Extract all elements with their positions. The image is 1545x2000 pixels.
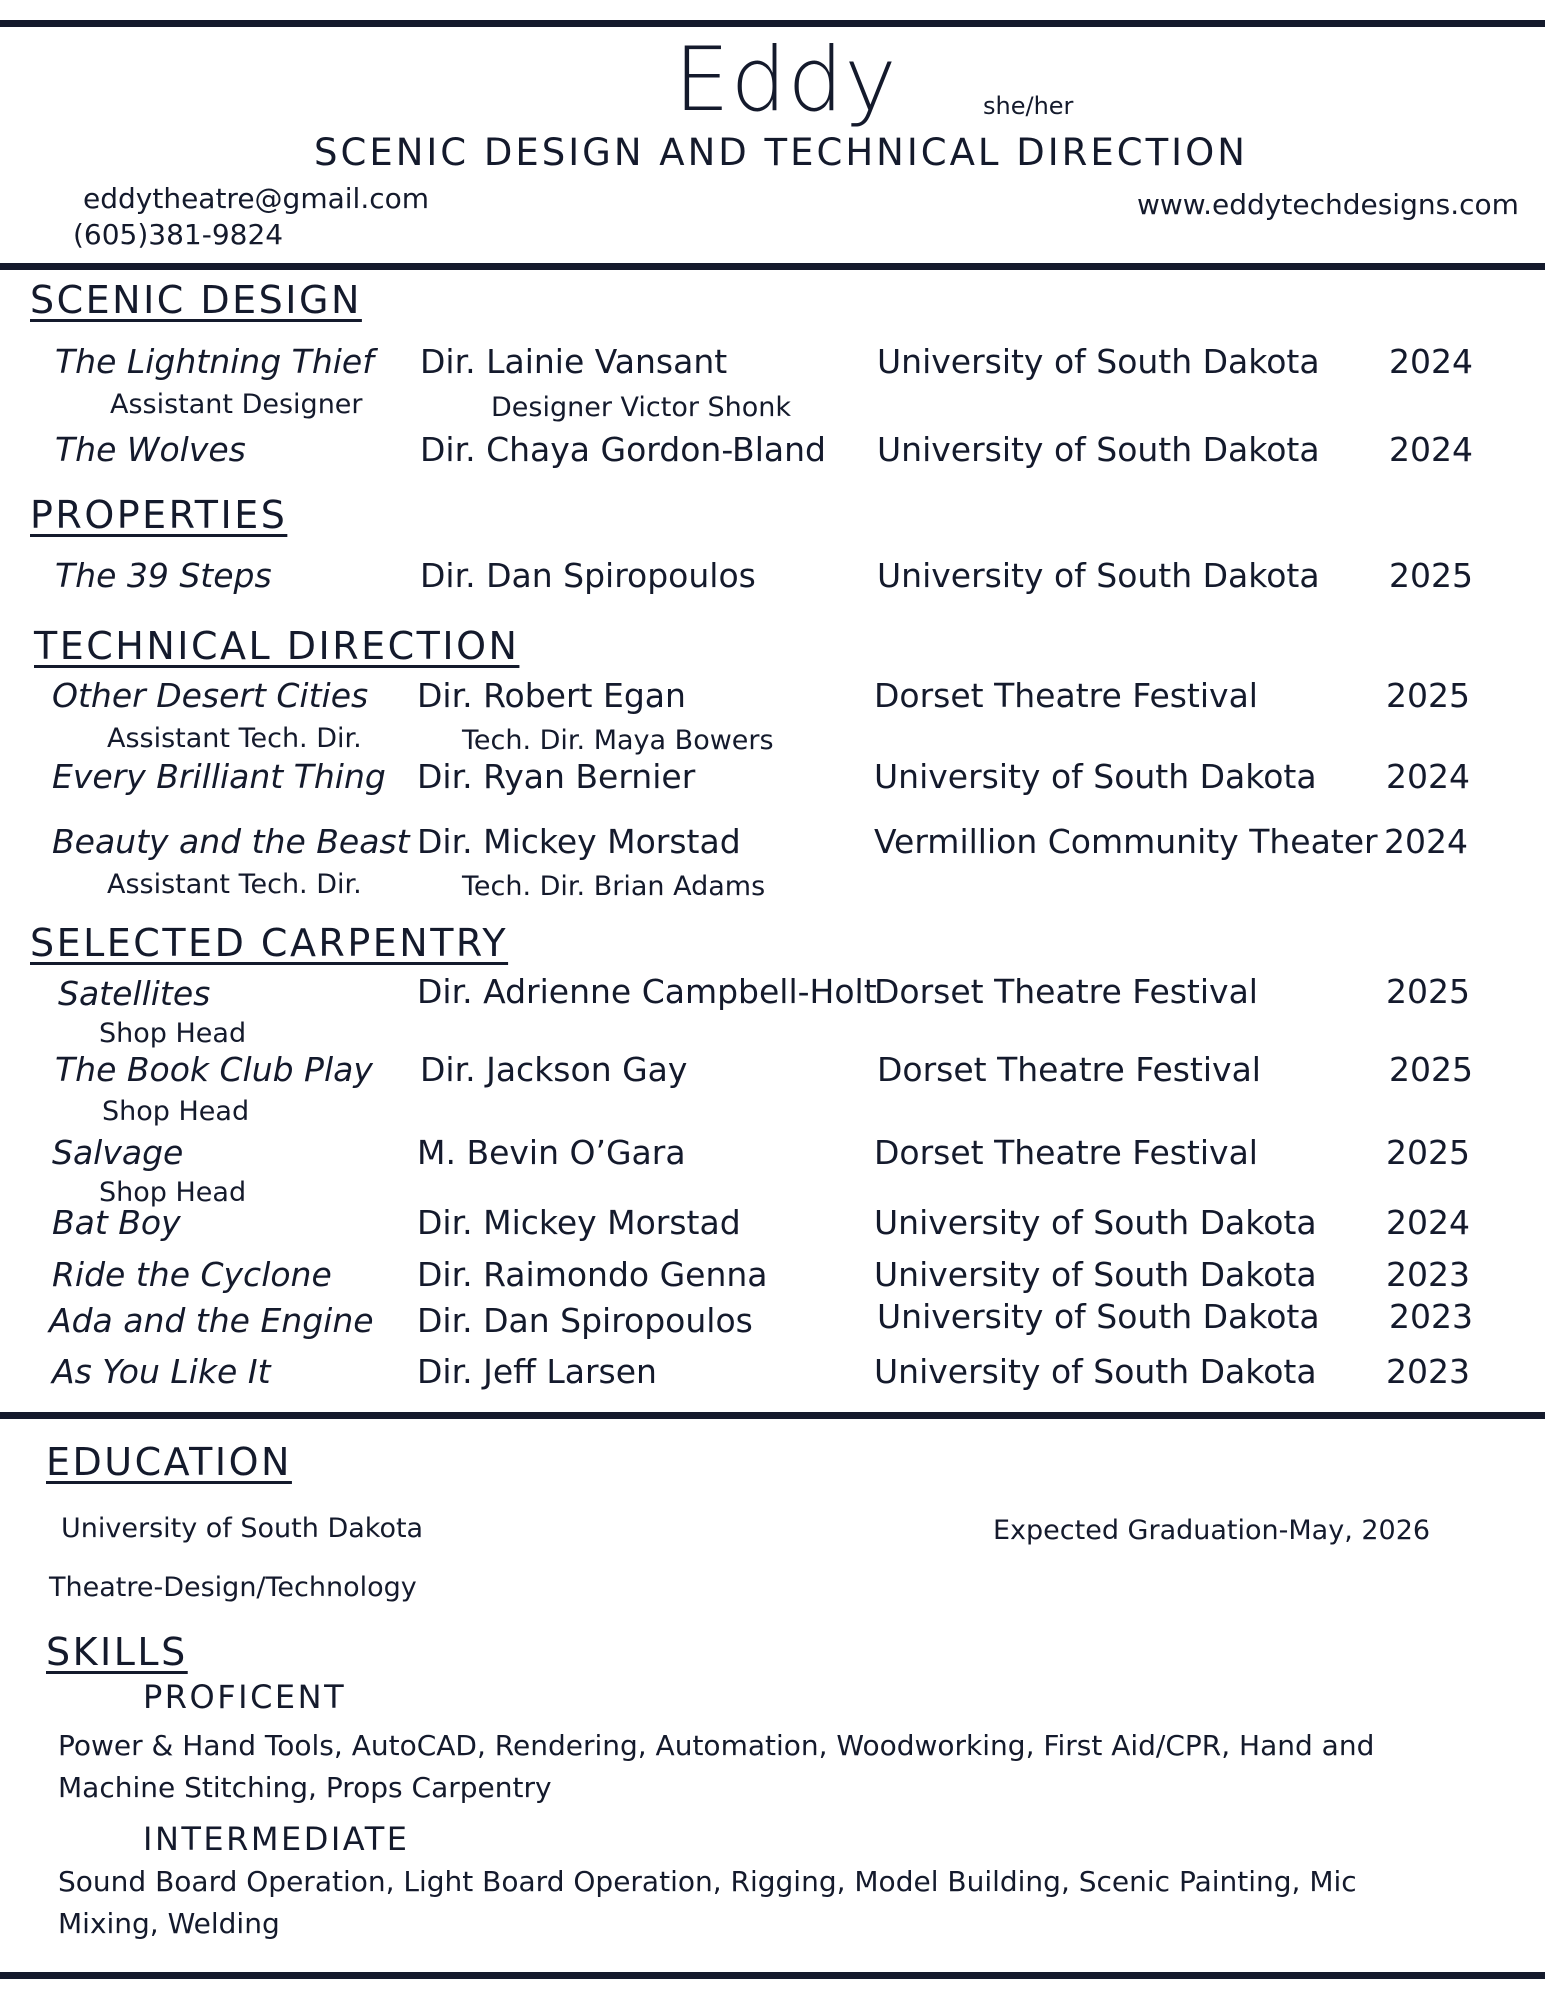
- skills-intermediate-text: Sound Board Operation, Light Board Operation, Rigging, Model Building, Scenic Painting, Mic Mixing, Welding: [58, 1865, 1357, 1940]
- credit-venue: University of South Dakota: [877, 556, 1320, 595]
- credit-venue: University of South Dakota: [874, 1352, 1317, 1391]
- credit-title: The Book Club Play: [55, 1050, 373, 1089]
- credit-venue: Dorset Theatre Festival: [877, 1050, 1261, 1089]
- credit-year: 2024: [1386, 757, 1470, 796]
- credit-title: Satellites: [58, 974, 211, 1013]
- credit-venue: Dorset Theatre Festival: [874, 676, 1258, 715]
- education-graduation: Expected Graduation-May, 2026: [993, 1515, 1431, 1546]
- email[interactable]: eddytheatre@gmail.com: [83, 182, 430, 215]
- credit-note: Tech. Dir. Brian Adams: [462, 871, 766, 902]
- section-heading-technical-direction: TECHNICAL DIRECTION: [34, 624, 520, 668]
- skills-proficient-text: Power & Hand Tools, AutoCAD, Rendering, Automation, Woodworking, First Aid/CPR, Hand and Machine Stitching, Props Carpentry: [58, 1729, 1375, 1804]
- credit-year: 2025: [1386, 972, 1470, 1011]
- credit-venue: University of South Dakota: [877, 342, 1320, 381]
- section-heading-skills: SKILLS: [46, 1630, 188, 1674]
- credit-title: Every Brilliant Thing: [52, 757, 386, 796]
- credit-director: Dir. Mickey Morstad: [417, 1203, 741, 1242]
- section-heading-properties: PROPERTIES: [30, 493, 288, 537]
- credit-director: Dir. Robert Egan: [417, 676, 686, 715]
- credit-title: The 39 Steps: [55, 556, 272, 595]
- credit-venue: University of South Dakota: [874, 1203, 1317, 1242]
- credit-role: Shop Head: [99, 1018, 247, 1049]
- credit-role: Assistant Tech. Dir.: [107, 723, 362, 754]
- credit-venue: University of South Dakota: [874, 757, 1317, 796]
- credit-director: Dir. Raimondo Genna: [417, 1255, 768, 1294]
- credit-title: The Lightning Thief: [55, 342, 374, 381]
- credit-role: Assistant Designer: [110, 389, 363, 420]
- credit-venue: Dorset Theatre Festival: [874, 972, 1258, 1011]
- credit-venue: University of South Dakota: [877, 430, 1320, 469]
- credit-title: Ada and the Engine: [49, 1301, 374, 1340]
- credit-year: 2024: [1389, 430, 1473, 469]
- credit-director: M. Bevin O’Gara: [417, 1133, 686, 1172]
- top-rule: [0, 20, 1545, 27]
- credit-year: 2024: [1386, 1203, 1470, 1242]
- middle-rule: [0, 1412, 1545, 1419]
- credit-role: Shop Head: [102, 1096, 250, 1127]
- section-heading-education: EDUCATION: [46, 1440, 292, 1484]
- education-program: Theatre-Design/Technology: [49, 1572, 417, 1603]
- credit-title: Ride the Cyclone: [52, 1255, 332, 1294]
- resume-subtitle: SCENIC DESIGN AND TECHNICAL DIRECTION: [314, 131, 1248, 174]
- credit-venue: University of South Dakota: [874, 1255, 1317, 1294]
- bottom-rule: [0, 1972, 1545, 1979]
- credit-year: 2025: [1389, 556, 1473, 595]
- credit-year: 2024: [1384, 822, 1468, 861]
- credit-year: 2024: [1389, 342, 1473, 381]
- section-heading-selected-carpentry: SELECTED CARPENTRY: [30, 921, 509, 965]
- credit-year: 2025: [1386, 676, 1470, 715]
- credit-year: 2023: [1386, 1352, 1470, 1391]
- credit-year: 2025: [1386, 1133, 1470, 1172]
- credit-director: Dir. Adrienne Campbell-Holt: [417, 972, 877, 1011]
- credit-venue: University of South Dakota: [877, 1297, 1320, 1336]
- credit-year: 2023: [1389, 1297, 1473, 1336]
- credit-director: Dir. Dan Spiropoulos: [420, 556, 756, 595]
- credit-venue: Vermillion Community Theater: [874, 822, 1378, 861]
- phone[interactable]: (605)381-9824: [73, 218, 284, 251]
- credit-year: 2025: [1389, 1050, 1473, 1089]
- pronouns: she/her: [983, 92, 1074, 120]
- credit-director: Dir. Ryan Bernier: [417, 757, 696, 796]
- credit-role: Shop Head: [99, 1177, 247, 1208]
- header-rule: [0, 263, 1545, 270]
- credit-title: As You Like It: [52, 1352, 271, 1391]
- credit-title: Salvage: [52, 1133, 184, 1172]
- resume-name: Eddy: [674, 28, 898, 131]
- credit-role: Assistant Tech. Dir.: [107, 869, 362, 900]
- credit-year: 2023: [1386, 1255, 1470, 1294]
- credit-title: Beauty and the Beast: [52, 822, 410, 861]
- credit-director: Dir. Dan Spiropoulos: [417, 1301, 753, 1340]
- website[interactable]: www.eddytechdesigns.com: [1137, 188, 1519, 221]
- credit-director: Dir. Lainie Vansant: [420, 342, 728, 381]
- credit-director: Dir. Chaya Gordon-Bland: [420, 430, 826, 469]
- education-school: University of South Dakota: [61, 1513, 424, 1544]
- credit-director: Dir. Jeff Larsen: [417, 1352, 657, 1391]
- skills-proficient-label: PROFICENT: [143, 1678, 347, 1716]
- credit-title: The Wolves: [55, 430, 246, 469]
- credit-director: Dir. Mickey Morstad: [417, 822, 741, 861]
- credit-title: Other Desert Cities: [52, 676, 369, 715]
- credit-note: Tech. Dir. Maya Bowers: [462, 725, 774, 756]
- skills-intermediate-label: INTERMEDIATE: [143, 1820, 410, 1858]
- credit-venue: Dorset Theatre Festival: [874, 1133, 1258, 1172]
- credit-director: Dir. Jackson Gay: [420, 1050, 688, 1089]
- credit-title: Bat Boy: [52, 1203, 181, 1242]
- credit-note: Designer Victor Shonk: [491, 392, 792, 423]
- section-heading-scenic-design: SCENIC DESIGN: [30, 278, 362, 322]
